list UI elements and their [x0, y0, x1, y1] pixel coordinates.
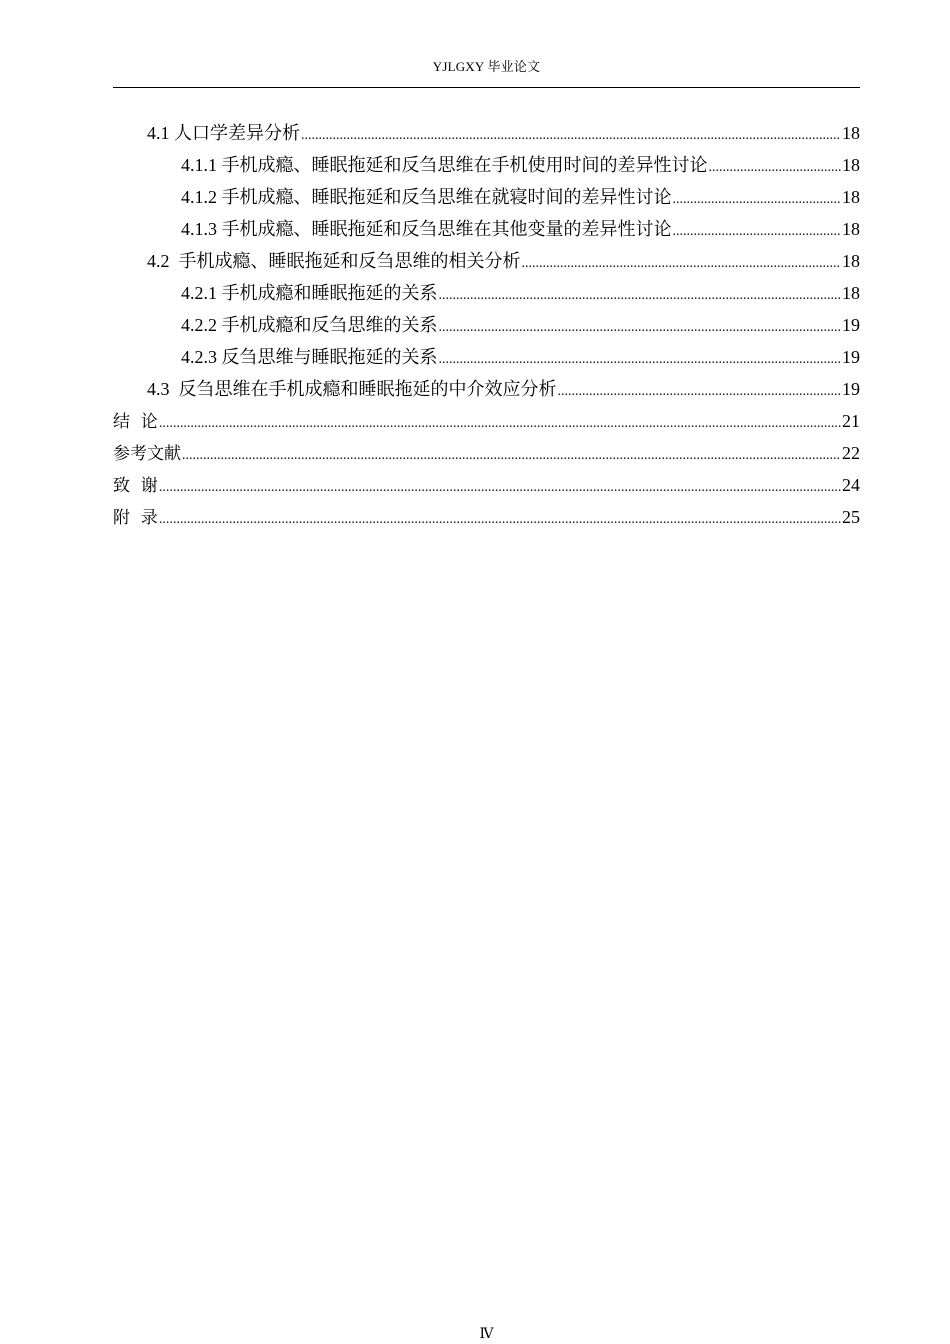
toc-dot-leader [558, 376, 842, 408]
toc-dot-leader [522, 248, 842, 280]
toc-entry-references[interactable] [113, 437, 860, 469]
toc-entry-page: 18 [842, 123, 860, 143]
toc-entry-4-1[interactable] [113, 117, 860, 149]
toc-entry-4-1-3[interactable] [113, 213, 860, 245]
toc-entry-appendix[interactable] [113, 501, 860, 533]
toc-entry-label: 4.2.1 手机成瘾和睡眠拖延的关系 [181, 283, 438, 303]
toc-entry-label: 4.1.3 手机成瘾、睡眠拖延和反刍思维在其他变量的差异性讨论 [181, 219, 672, 239]
toc-entry-page: 18 [842, 187, 860, 207]
toc-entry-page: 19 [842, 379, 860, 399]
toc-entry-4-2-3[interactable] [113, 341, 860, 373]
toc-entry-label: 4.2.3 反刍思维与睡眠拖延的关系 [181, 347, 438, 367]
toc-entry-4-1-2[interactable] [113, 181, 860, 213]
toc-entry-page: 18 [842, 155, 860, 175]
table-of-contents [113, 117, 860, 533]
toc-entry-label: 致 谢 [113, 476, 158, 496]
toc-entry-4-2-1[interactable] [113, 277, 860, 309]
toc-entry-page: 22 [842, 443, 860, 463]
toc-dot-leader [673, 184, 842, 216]
toc-dot-leader [673, 216, 842, 248]
toc-dot-leader [159, 408, 841, 440]
header-rule [113, 87, 860, 88]
toc-entry-page: 24 [842, 475, 860, 495]
toc-entry-label: 参考文献 [113, 444, 181, 464]
toc-entry-conclusion[interactable] [113, 405, 860, 437]
toc-entry-label: 4.3 反刍思维在手机成瘾和睡眠拖延的中介效应分析 [147, 379, 557, 399]
toc-entry-4-2[interactable] [113, 245, 860, 277]
toc-dot-leader [301, 120, 841, 152]
toc-entry-page: 18 [842, 283, 860, 303]
toc-dot-leader [439, 312, 842, 344]
toc-entry-page: 18 [842, 251, 860, 271]
toc-dot-leader [159, 472, 841, 504]
toc-entry-4-2-2[interactable] [113, 309, 860, 341]
toc-dot-leader [159, 504, 841, 536]
page-header: YJLGXY 毕业论文 [432, 59, 541, 74]
toc-entry-label: 结 论 [113, 412, 158, 432]
toc-entry-4-1-1[interactable] [113, 149, 860, 181]
toc-entry-label: 4.1.1 手机成瘾、睡眠拖延和反刍思维在手机使用时间的差异性讨论 [181, 155, 708, 175]
toc-entry-label: 4.2 手机成瘾、睡眠拖延和反刍思维的相关分析 [147, 251, 521, 271]
toc-entry-label: 4.1 人口学差异分析 [147, 123, 300, 143]
toc-entry-page: 19 [842, 315, 860, 335]
toc-dot-leader [182, 440, 841, 472]
toc-dot-leader [439, 344, 842, 376]
page-number: Ⅳ [479, 1327, 494, 1342]
toc-entry-label: 附 录 [113, 508, 158, 528]
toc-entry-page: 25 [842, 507, 860, 527]
toc-entry-page: 18 [842, 219, 860, 239]
toc-entry-label: 4.1.2 手机成瘾、睡眠拖延和反刍思维在就寝时间的差异性讨论 [181, 187, 672, 207]
toc-entry-label: 4.2.2 手机成瘾和反刍思维的关系 [181, 315, 438, 335]
toc-dot-leader [439, 280, 842, 312]
toc-entry-acknowledgements[interactable] [113, 469, 860, 501]
toc-dot-leader [709, 152, 842, 184]
toc-entry-page: 19 [842, 347, 860, 367]
toc-entry-4-3[interactable] [113, 373, 860, 405]
toc-entry-page: 21 [842, 411, 860, 431]
